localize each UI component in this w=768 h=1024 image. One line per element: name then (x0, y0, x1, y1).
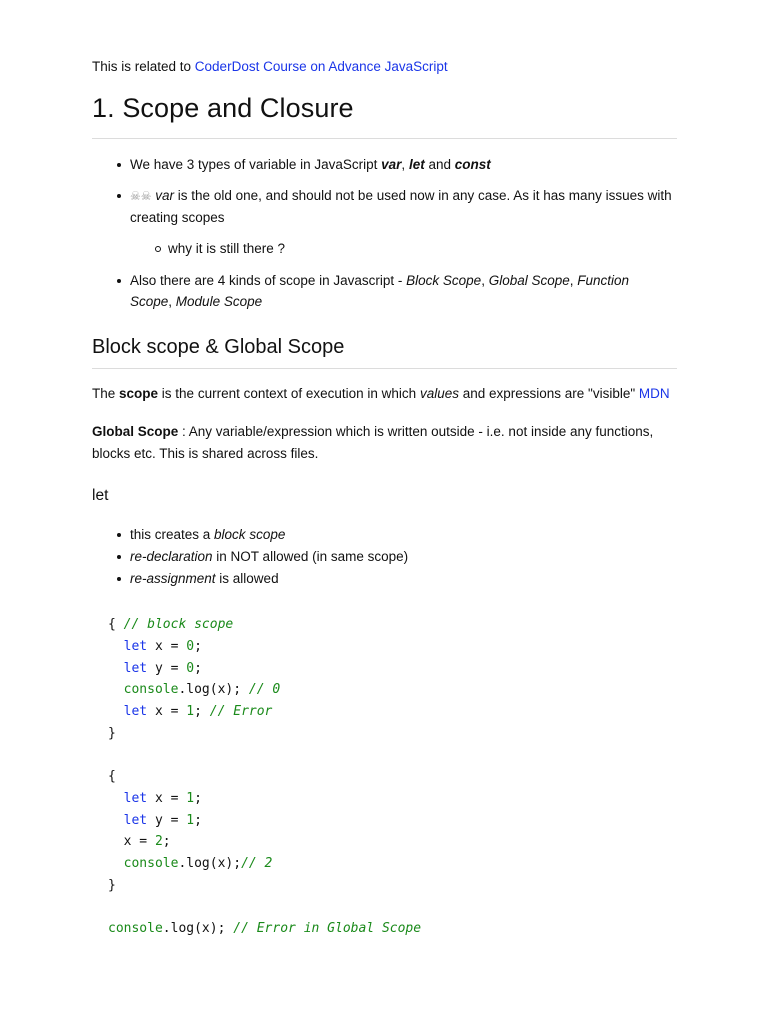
term-reassignment: re-assignment (130, 571, 216, 586)
code-block-1 (108, 614, 280, 745)
code-number: 1 (186, 704, 195, 720)
code-token: y = (147, 660, 187, 676)
list-item (130, 270, 670, 312)
sub-list-item (168, 238, 285, 259)
code-comment: // block scope (123, 617, 234, 632)
code-token: ; (162, 834, 171, 850)
code-token: ; (194, 790, 202, 806)
code-comment: // 0 (248, 682, 281, 698)
separator: and (424, 157, 455, 172)
scope-global: Global Scope (488, 273, 570, 288)
intro-prefix: This is related to (92, 59, 195, 74)
global-scope-definition (92, 421, 677, 465)
code-token: y = (147, 812, 187, 828)
scope-function: Function Scope (130, 273, 630, 309)
section-heading: Block scope & Global Scope (92, 336, 345, 358)
bullet-text: is the old one, and should not be used now in any case. As it has many issues with creating scopes (130, 188, 672, 225)
code-token: x = (147, 704, 187, 720)
skull-icon: ☠☠ (130, 189, 152, 203)
keyword-var: var (381, 157, 402, 172)
list-item (130, 524, 285, 545)
code-number: 1 (186, 790, 195, 806)
code-builtin: console (123, 682, 179, 698)
keyword-let: let (408, 157, 425, 172)
code-token: ; (194, 704, 210, 720)
code-number: 0 (186, 638, 195, 654)
scope-module: Module Scope (175, 294, 263, 309)
bullet-text: in NOT allowed (in same scope) (212, 549, 409, 564)
code-comment: // Error (209, 704, 273, 720)
code-token: ; (194, 660, 202, 676)
keyword-const: const (454, 157, 491, 172)
term-scope: scope (119, 386, 159, 401)
code-token: x = (147, 790, 187, 806)
term-values: values (419, 386, 459, 401)
code-token: { (108, 769, 116, 784)
code-token: ; (194, 638, 202, 654)
code-token: .log(x); (178, 856, 242, 872)
code-token: x = (123, 834, 155, 850)
code-token: } (108, 725, 116, 741)
code-token: .log(x); (178, 682, 249, 698)
code-token: } (108, 877, 116, 893)
code-number: 0 (186, 660, 195, 676)
list-item (130, 185, 680, 228)
separator: , (401, 157, 409, 172)
intro-line (92, 59, 448, 74)
code-keyword: let (123, 704, 148, 720)
code-token: { (108, 617, 124, 632)
code-keyword: let (123, 812, 148, 828)
page-title: 1. Scope and Closure (92, 93, 354, 123)
separator: , (569, 273, 578, 288)
code-number: 1 (186, 812, 195, 828)
subsection-heading-let: let (92, 487, 109, 504)
term-redeclaration: re-declaration (130, 549, 213, 564)
list-item (130, 568, 279, 589)
title-divider (92, 138, 677, 139)
code-token: .log(x); (162, 921, 234, 936)
bullet-text: We have 3 types of variable in JavaScript (130, 157, 382, 172)
text: and expressions are "visible" (458, 386, 639, 401)
code-token: x = (147, 638, 187, 654)
course-link[interactable]: CoderDost Course on Advance JavaScript (194, 59, 448, 74)
mdn-link[interactable]: MDN (638, 386, 670, 401)
code-keyword: let (123, 660, 148, 676)
section-divider (92, 368, 677, 369)
term-block-scope: block scope (214, 527, 286, 542)
code-number: 2 (154, 834, 163, 850)
code-keyword: let (123, 790, 148, 806)
text: The (92, 386, 120, 401)
code-block-3 (108, 918, 421, 940)
code-token: ; (194, 812, 202, 828)
code-builtin: console (108, 921, 163, 936)
bullet-text: why it is still there ? (168, 241, 286, 256)
bullet-text: Also there are 4 kinds of scope in Javascript - (130, 273, 407, 288)
separator: , (481, 273, 489, 288)
bullet-text: this creates a (130, 527, 215, 542)
code-comment: // 2 (241, 856, 273, 872)
code-builtin: console (123, 856, 179, 872)
scope-block: Block Scope (406, 273, 482, 288)
list-item (130, 154, 491, 175)
text: is the current context of execution in which (158, 386, 420, 401)
scope-definition (92, 383, 677, 405)
bullet-text: is allowed (215, 571, 279, 586)
keyword-var: var (155, 188, 175, 203)
list-item (130, 546, 408, 567)
separator: , (168, 294, 176, 309)
code-block-2 (108, 766, 272, 897)
code-keyword: let (123, 638, 148, 654)
term-global-scope: Global Scope (92, 424, 179, 439)
code-comment: // Error in Global Scope (233, 921, 422, 936)
text: : Any variable/expression which is written outside - i.e. not inside any functions, blocks etc. This is shared across files. (92, 424, 654, 461)
